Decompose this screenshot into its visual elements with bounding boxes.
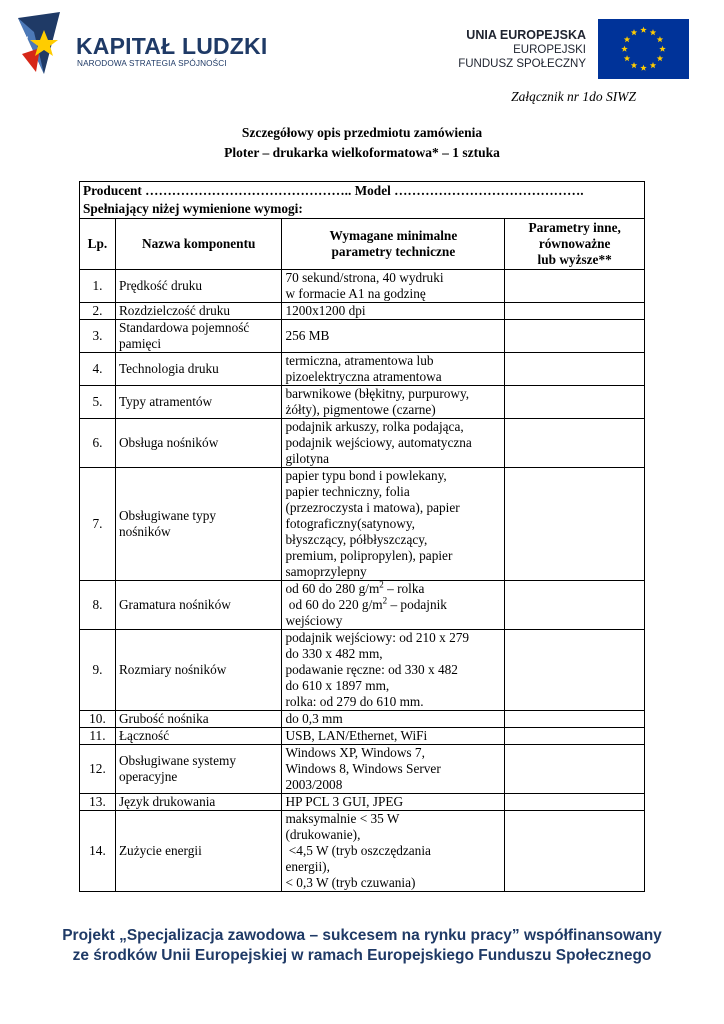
component-name bbox=[115, 711, 282, 728]
component-name bbox=[115, 386, 282, 419]
required-parameters bbox=[282, 468, 505, 581]
component-name-line: operacyjne bbox=[118, 769, 178, 784]
component-name bbox=[115, 581, 282, 630]
superscript-two: 2 bbox=[379, 579, 384, 590]
producer-model-line: Producent ……………………………………….. Model ……………………………………. bbox=[83, 183, 584, 198]
required-parameter-line: do 0,3 mm bbox=[285, 711, 343, 726]
component-name bbox=[115, 794, 282, 811]
table-row bbox=[80, 728, 645, 745]
required-parameter-line: papier typu bond i powlekany, bbox=[285, 468, 447, 483]
kapital-ludzki-subtitle: NARODOWA STRATEGIA SPÓJNOŚCI bbox=[77, 59, 227, 68]
table-row bbox=[80, 581, 645, 630]
table-row bbox=[80, 386, 645, 419]
required-parameter-line: błyszczący, półbłyszczący, bbox=[285, 532, 428, 547]
page-header bbox=[0, 0, 724, 90]
other-parameters-cell[interactable] bbox=[505, 320, 645, 353]
required-parameter-line: (przezroczysta i matowa), papier bbox=[285, 500, 460, 515]
required-parameters bbox=[282, 581, 505, 630]
row-number: 3. bbox=[80, 320, 116, 353]
component-name-line: Technologia druku bbox=[118, 361, 219, 376]
required-parameter-line: żółty), pigmentowe (czarne) bbox=[285, 402, 436, 417]
required-parameters bbox=[282, 745, 505, 794]
required-parameter-line: rolka: od 279 do 610 mm. bbox=[285, 694, 424, 709]
other-parameters-cell[interactable] bbox=[505, 386, 645, 419]
other-parameters-cell[interactable] bbox=[505, 270, 645, 303]
required-parameter-line: samoprzylepny bbox=[285, 564, 367, 579]
row-number: 6. bbox=[80, 419, 116, 468]
header-required bbox=[282, 219, 505, 270]
eu-union-label: UNIA EUROPEJSKA bbox=[466, 28, 586, 42]
required-parameters bbox=[282, 303, 505, 320]
required-parameter-line: podajnik arkuszy, rolka podająca, bbox=[285, 419, 464, 434]
other-parameters-cell[interactable] bbox=[505, 794, 645, 811]
header-component: Nazwa komponentu bbox=[115, 219, 282, 270]
required-parameters bbox=[282, 419, 505, 468]
required-parameter-line: fotograficzny(satynowy, bbox=[285, 516, 415, 531]
required-parameter-line: < 0,3 W (tryb czuwania) bbox=[285, 875, 416, 890]
row-number: 10. bbox=[80, 711, 116, 728]
footer-line2: ze środków Unii Europejskiej w ramach Europejskiego Funduszu Społecznego bbox=[72, 947, 652, 964]
required-parameters bbox=[282, 386, 505, 419]
table-row bbox=[80, 630, 645, 711]
required-parameter-line: podajnik wejściowy: od 210 x 279 bbox=[285, 630, 470, 645]
annex-label: Załącznik nr 1do SIWZ bbox=[511, 89, 636, 104]
required-parameter-line: barwnikowe (błękitny, purpurowy, bbox=[285, 386, 470, 401]
required-parameter-line: 70 sekund/strona, 40 wydruki bbox=[285, 270, 444, 285]
required-parameter-line: Windows XP, Windows 7, bbox=[285, 745, 425, 760]
other-parameters-cell[interactable] bbox=[505, 745, 645, 794]
required-parameter-line: Windows 8, Windows Server bbox=[285, 761, 441, 776]
required-parameters bbox=[282, 711, 505, 728]
required-parameter-line: premium, polipropylen), papier bbox=[285, 548, 453, 563]
table-row bbox=[80, 270, 645, 303]
table-row bbox=[80, 811, 645, 892]
table-row bbox=[80, 320, 645, 353]
row-number: 8. bbox=[80, 581, 116, 630]
row-number: 1. bbox=[80, 270, 116, 303]
required-parameter-line: do 610 x 1897 mm, bbox=[285, 678, 390, 693]
required-parameter-line: podajnik wejściowy, automatyczna bbox=[285, 435, 472, 450]
component-name bbox=[115, 353, 282, 386]
other-parameters-cell[interactable] bbox=[505, 419, 645, 468]
requirement-line: Spełniający niżej wymienione wymogi: bbox=[83, 201, 303, 216]
required-parameter-line: podawanie ręczne: od 330 x 482 bbox=[285, 662, 458, 677]
component-name bbox=[115, 270, 282, 303]
other-parameters-cell[interactable] bbox=[505, 303, 645, 320]
row-number: 11. bbox=[80, 728, 116, 745]
producer-row bbox=[80, 182, 645, 219]
row-number: 13. bbox=[80, 794, 116, 811]
component-name-line: Gramatura nośników bbox=[118, 597, 231, 612]
required-parameter-line: HP PCL 3 GUI, JPEG bbox=[285, 794, 404, 809]
gramature-roll-suffix: – rolka bbox=[383, 581, 425, 596]
component-name bbox=[115, 468, 282, 581]
required-parameter-line bbox=[285, 597, 501, 613]
row-number: 4. bbox=[80, 353, 116, 386]
component-name-line: nośników bbox=[118, 524, 171, 539]
other-parameters-cell[interactable] bbox=[505, 728, 645, 745]
required-parameter-line: pizoelektryczna atramentowa bbox=[285, 369, 442, 384]
required-parameter-line: 256 MB bbox=[285, 328, 330, 343]
component-name-line: Standardowa pojemność bbox=[118, 320, 250, 335]
header-other bbox=[505, 219, 645, 270]
required-parameter-line: 2003/2008 bbox=[285, 777, 343, 792]
kapital-ludzki-title: KAPITAŁ LUDZKI bbox=[76, 33, 268, 59]
header-required-line2: parametry techniczne bbox=[331, 244, 456, 259]
component-name bbox=[115, 811, 282, 892]
header-other-line3: lub wyższe** bbox=[537, 252, 612, 267]
table-row bbox=[80, 353, 645, 386]
eu-flag-icon bbox=[598, 19, 689, 79]
component-name bbox=[115, 728, 282, 745]
required-parameter-line: wejściowy bbox=[285, 613, 343, 628]
table-row bbox=[80, 711, 645, 728]
required-parameters bbox=[282, 320, 505, 353]
table-row bbox=[80, 794, 645, 811]
required-parameters bbox=[282, 728, 505, 745]
table-row bbox=[80, 468, 645, 581]
other-parameters-cell[interactable] bbox=[505, 711, 645, 728]
header-other-line1: Parametry inne, bbox=[528, 220, 621, 235]
other-parameters-cell[interactable] bbox=[505, 811, 645, 892]
document-title: Szczegółowy opis przedmiotu zamówienia bbox=[241, 125, 483, 140]
component-name-line: Obsługiwane systemy bbox=[118, 753, 237, 768]
superscript-two: 2 bbox=[382, 595, 388, 606]
project-footer bbox=[0, 926, 724, 966]
required-parameter-line: do 330 x 482 mm, bbox=[285, 646, 383, 661]
component-name bbox=[115, 419, 282, 468]
eu-fund-label bbox=[458, 28, 586, 71]
required-parameter-line: termiczna, atramentowa lub bbox=[285, 353, 434, 368]
component-name-line: Obsługiwane typy bbox=[118, 508, 217, 523]
other-parameters-cell[interactable] bbox=[505, 581, 645, 630]
table-row bbox=[80, 419, 645, 468]
eu-fund-line2: EUROPEJSKI bbox=[513, 44, 586, 56]
required-parameters bbox=[282, 270, 505, 303]
row-number: 2. bbox=[80, 303, 116, 320]
other-parameters-cell[interactable] bbox=[505, 630, 645, 711]
component-name-line: pamięci bbox=[118, 336, 162, 351]
document-subtitle: Ploter – drukarka wielkoformatowa* – 1 sztuka bbox=[224, 145, 500, 160]
component-name-line: Grubość nośnika bbox=[118, 711, 209, 726]
required-parameter-line: papier techniczny, folia bbox=[285, 484, 410, 499]
component-name-line: Typy atramentów bbox=[118, 394, 213, 409]
component-name-line: Rozmiary nośników bbox=[118, 662, 227, 677]
required-parameters bbox=[282, 630, 505, 711]
table-header-row bbox=[80, 219, 645, 270]
component-name bbox=[115, 320, 282, 353]
row-number: 14. bbox=[80, 811, 116, 892]
row-number: 5. bbox=[80, 386, 116, 419]
eu-fund-line3: FUNDUSZ SPOŁECZNY bbox=[458, 58, 586, 70]
required-parameter-line bbox=[285, 581, 501, 597]
required-parameter-line: w formacie A1 na godzinę bbox=[285, 286, 426, 301]
table-row bbox=[80, 303, 645, 320]
component-name bbox=[115, 303, 282, 320]
component-name-line: Rozdzielczość druku bbox=[118, 303, 231, 318]
table-row bbox=[80, 745, 645, 794]
component-name-line: Obsługa nośników bbox=[118, 435, 219, 450]
required-parameter-line: maksymalnie < 35 W bbox=[285, 811, 400, 826]
specification-table bbox=[79, 181, 645, 892]
header-required-line1: Wymagane minimalne bbox=[329, 228, 458, 243]
component-name bbox=[115, 630, 282, 711]
row-number: 7. bbox=[80, 468, 116, 581]
required-parameter-line: 1200x1200 dpi bbox=[285, 303, 366, 318]
kapital-ludzki-logo bbox=[14, 10, 66, 80]
component-name-line: Zużycie energii bbox=[118, 843, 202, 858]
gramature-roll-text: od 60 do 280 g/m bbox=[285, 581, 380, 596]
required-parameter-line: (drukowanie), bbox=[285, 827, 361, 842]
other-parameters-cell[interactable] bbox=[505, 353, 645, 386]
required-parameters bbox=[282, 353, 505, 386]
required-parameter-line: USB, LAN/Ethernet, WiFi bbox=[285, 728, 428, 743]
component-name-line: Prędkość druku bbox=[118, 278, 203, 293]
required-parameters bbox=[282, 794, 505, 811]
gramature-feeder-suffix: – podajnik bbox=[387, 597, 447, 612]
component-name-line: Łączność bbox=[118, 728, 170, 743]
required-parameter-line: gilotyna bbox=[285, 451, 330, 466]
header-other-line2: równoważne bbox=[538, 236, 611, 251]
component-name-line: Język drukowania bbox=[118, 794, 216, 809]
gramature-feeder-text: od 60 do 220 g/m bbox=[285, 597, 383, 612]
row-number: 9. bbox=[80, 630, 116, 711]
component-name bbox=[115, 745, 282, 794]
row-number: 12. bbox=[80, 745, 116, 794]
required-parameter-line: <4,5 W (tryb oszczędzania bbox=[285, 843, 431, 858]
other-parameters-cell[interactable] bbox=[505, 468, 645, 581]
footer-line1: Projekt „Specjalizacja zawodowa – sukcesem na rynku pracy” współfinansowany bbox=[62, 927, 662, 944]
required-parameter-line: energii), bbox=[285, 859, 330, 874]
required-parameters bbox=[282, 811, 505, 892]
header-lp: Lp. bbox=[80, 219, 116, 270]
